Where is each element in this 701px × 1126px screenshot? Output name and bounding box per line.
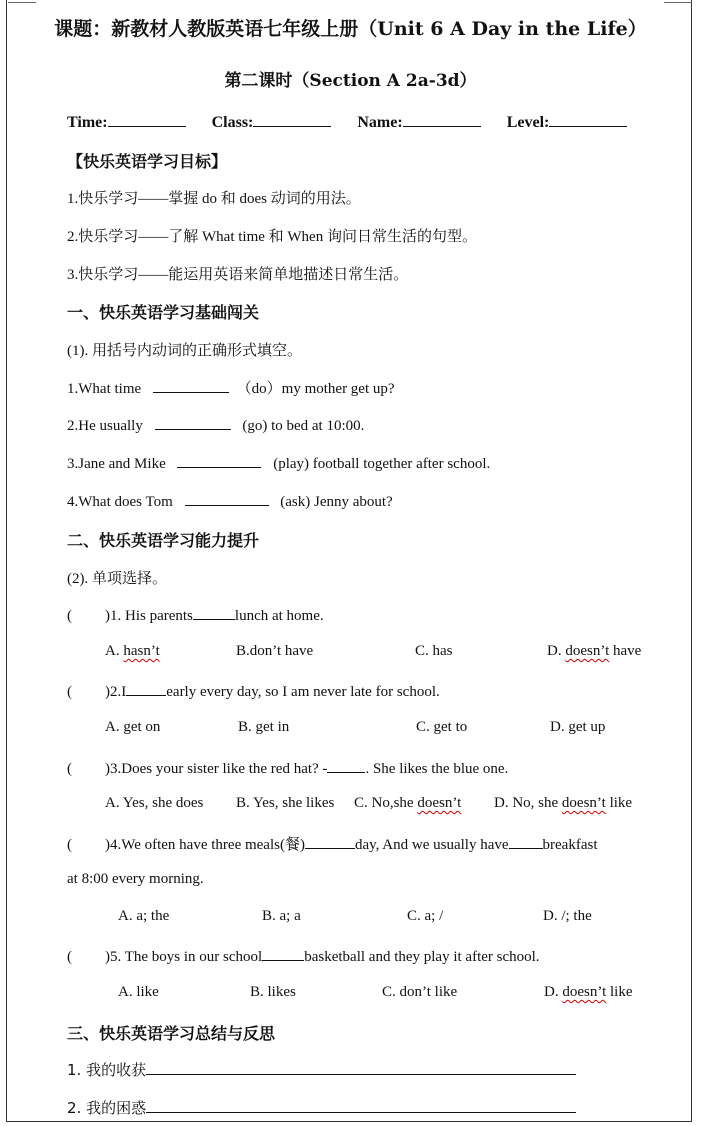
mc-question-1 — [67, 605, 324, 625]
mc4-option-b[interactable]: B. a; a — [262, 908, 301, 924]
part1-instruction: (1). 用括号内动词的正确形式填空。 — [67, 343, 302, 359]
level-field[interactable] — [507, 112, 628, 132]
corner-mark-left — [8, 2, 36, 3]
goal-item-1: 1.快乐学习——掌握 do 和 does 动词的用法。 — [67, 191, 361, 207]
mc5-option-d[interactable] — [544, 984, 632, 1001]
fill-question-3 — [67, 453, 490, 473]
part1-heading: 一、快乐英语学习基础闯关 — [67, 303, 260, 322]
q4-prefix: 4.What does Tom — [67, 494, 173, 510]
mc3-option-a[interactable]: A. Yes, she does — [105, 795, 204, 811]
student-info-row — [67, 112, 627, 132]
class-label: Class: — [211, 114, 254, 131]
fill-question-2 — [67, 415, 364, 435]
mc1-blank[interactable] — [193, 605, 235, 620]
goals-heading: 【快乐英语学习目标】 — [67, 152, 228, 171]
mc2-answer-paren[interactable]: ( — [67, 684, 72, 700]
mc1-d-word: doesn’t — [565, 643, 610, 659]
mc4-prefix: )4.We often have three meals(餐) — [105, 837, 305, 853]
gains-label: 1. 我的收获 — [67, 1061, 147, 1079]
name-label: Name: — [357, 114, 403, 131]
q2-prefix: 2.He usually — [67, 418, 143, 434]
mc-question-3 — [67, 758, 508, 778]
mc4-blank-1[interactable] — [305, 834, 355, 849]
mc5-blank[interactable] — [262, 946, 304, 961]
q4-blank[interactable] — [185, 491, 269, 506]
mc1-d-suffix: have — [609, 643, 642, 659]
name-blank[interactable] — [403, 112, 481, 127]
lesson-title: 课题：新教材人教版英语七年级上册（Unit 6 A Day in the Life） — [54, 18, 647, 40]
mc1-prefix: )1. His parents — [105, 608, 193, 624]
mc1-suffix: lunch at home. — [234, 608, 324, 624]
goal-item-3: 3.快乐学习——能运用英语来简单地描述日常生活。 — [67, 267, 409, 283]
mc3-prefix: )3.Does your sister like the red hat? - — [105, 761, 328, 777]
mc1-option-b[interactable]: B.don’t have — [236, 643, 314, 659]
mc-question-5 — [67, 946, 540, 966]
time-blank[interactable] — [108, 112, 186, 127]
mc3-option-c[interactable] — [354, 795, 461, 812]
mc4-answer-paren[interactable]: ( — [67, 837, 72, 853]
mc5-d-word: doesn’t — [562, 984, 607, 1000]
goal-item-2: 2.快乐学习——了解 What time 和 When 询问日常生活的句型。 — [67, 229, 477, 245]
lesson-subtitle: 第二课时（Section A 2a-3d） — [224, 71, 477, 91]
mc1-option-d[interactable] — [547, 643, 641, 660]
mc5-option-b[interactable]: B. likes — [250, 984, 296, 1000]
confusions-blank[interactable] — [146, 1098, 576, 1113]
name-field[interactable] — [357, 112, 480, 132]
q1-suffix: （do）my mother get up? — [236, 381, 395, 397]
mc5-answer-paren[interactable]: ( — [67, 949, 72, 965]
mc4-option-c[interactable]: C. a; / — [407, 908, 444, 924]
corner-mark-right — [664, 2, 692, 3]
part3-heading: 三、快乐英语学习总结与反思 — [67, 1024, 276, 1043]
fill-question-1 — [67, 377, 395, 398]
mc1-d-prefix: D. — [547, 643, 566, 659]
reflection-confusions — [67, 1097, 576, 1118]
mc3-blank[interactable] — [327, 758, 365, 773]
mc3-option-d[interactable] — [494, 795, 632, 812]
class-field[interactable] — [212, 112, 332, 132]
mc3-answer-paren[interactable]: ( — [67, 761, 72, 777]
mc2-prefix: )2.I — [105, 684, 127, 700]
mc3-d-suffix: like — [605, 795, 633, 811]
mc3-suffix: . She likes the blue one. — [365, 761, 509, 777]
mc1-answer-paren[interactable]: ( — [67, 608, 72, 624]
mc5-option-a[interactable]: A. like — [118, 984, 159, 1000]
time-label: Time: — [67, 114, 108, 131]
q2-suffix: (go) to bed at 10:00. — [242, 418, 365, 434]
part2-heading: 二、快乐英语学习能力提升 — [67, 531, 260, 550]
mc5-d-prefix: D. — [544, 984, 563, 1000]
mc1-a-prefix: A. — [105, 643, 124, 659]
mc2-option-b[interactable]: B. get in — [238, 719, 290, 735]
mc3-c-prefix: C. No,she — [354, 795, 418, 811]
mc4-continuation: at 8:00 every morning. — [67, 871, 204, 887]
mc4-option-a[interactable]: A. a; the — [118, 908, 170, 924]
mc2-option-c[interactable]: C. get to — [416, 719, 468, 735]
mc1-option-a[interactable] — [105, 643, 160, 660]
part2-instruction: (2). 单项选择。 — [67, 571, 167, 587]
mc2-blank[interactable] — [126, 681, 166, 696]
mc3-d-word: doesn’t — [561, 795, 606, 811]
q1-blank[interactable] — [153, 378, 229, 393]
mc3-d-prefix: D. No, she — [494, 795, 562, 811]
mc3-c-word: doesn’t — [417, 795, 462, 811]
mc5-d-suffix: like — [606, 984, 633, 1000]
mc1-option-c[interactable]: C. has — [415, 643, 453, 659]
mc-question-4 — [67, 833, 598, 854]
gains-blank[interactable] — [146, 1060, 576, 1075]
mc5-prefix: )5. The boys in our school — [105, 949, 263, 965]
mc2-option-a[interactable]: A. get on — [105, 719, 161, 735]
mc3-option-b[interactable]: B. Yes, she likes — [236, 795, 335, 811]
q1-prefix: 1.What time — [67, 381, 142, 397]
mc2-suffix: early every day, so I am never late for school. — [166, 684, 440, 700]
level-label: Level: — [506, 114, 550, 131]
mc1-a-word: hasn’t — [123, 643, 160, 659]
q4-suffix: (ask) Jenny about? — [280, 494, 393, 510]
time-field[interactable] — [67, 112, 186, 132]
mc4-blank-2[interactable] — [509, 834, 543, 849]
q2-blank[interactable] — [155, 415, 231, 430]
q3-suffix: (play) football together after school. — [273, 456, 491, 472]
q3-prefix: 3.Jane and Mike — [67, 456, 166, 472]
reflection-gains — [67, 1059, 576, 1080]
fill-question-4 — [67, 491, 393, 511]
mc4-suffix: breakfast — [542, 837, 598, 853]
mc5-suffix: basketball and they play it after school. — [304, 949, 540, 965]
mc-question-2 — [67, 681, 440, 701]
class-blank[interactable] — [253, 112, 331, 127]
mc2-option-d[interactable]: D. get up — [550, 719, 606, 735]
mc4-middle: day, And we usually have — [354, 837, 509, 853]
q3-blank[interactable] — [177, 453, 261, 468]
mc5-option-c[interactable]: C. don’t like — [382, 984, 458, 1000]
confusions-label: 2. 我的困惑 — [67, 1099, 147, 1117]
level-blank[interactable] — [549, 112, 627, 127]
mc4-option-d[interactable]: D. /; the — [543, 908, 592, 924]
